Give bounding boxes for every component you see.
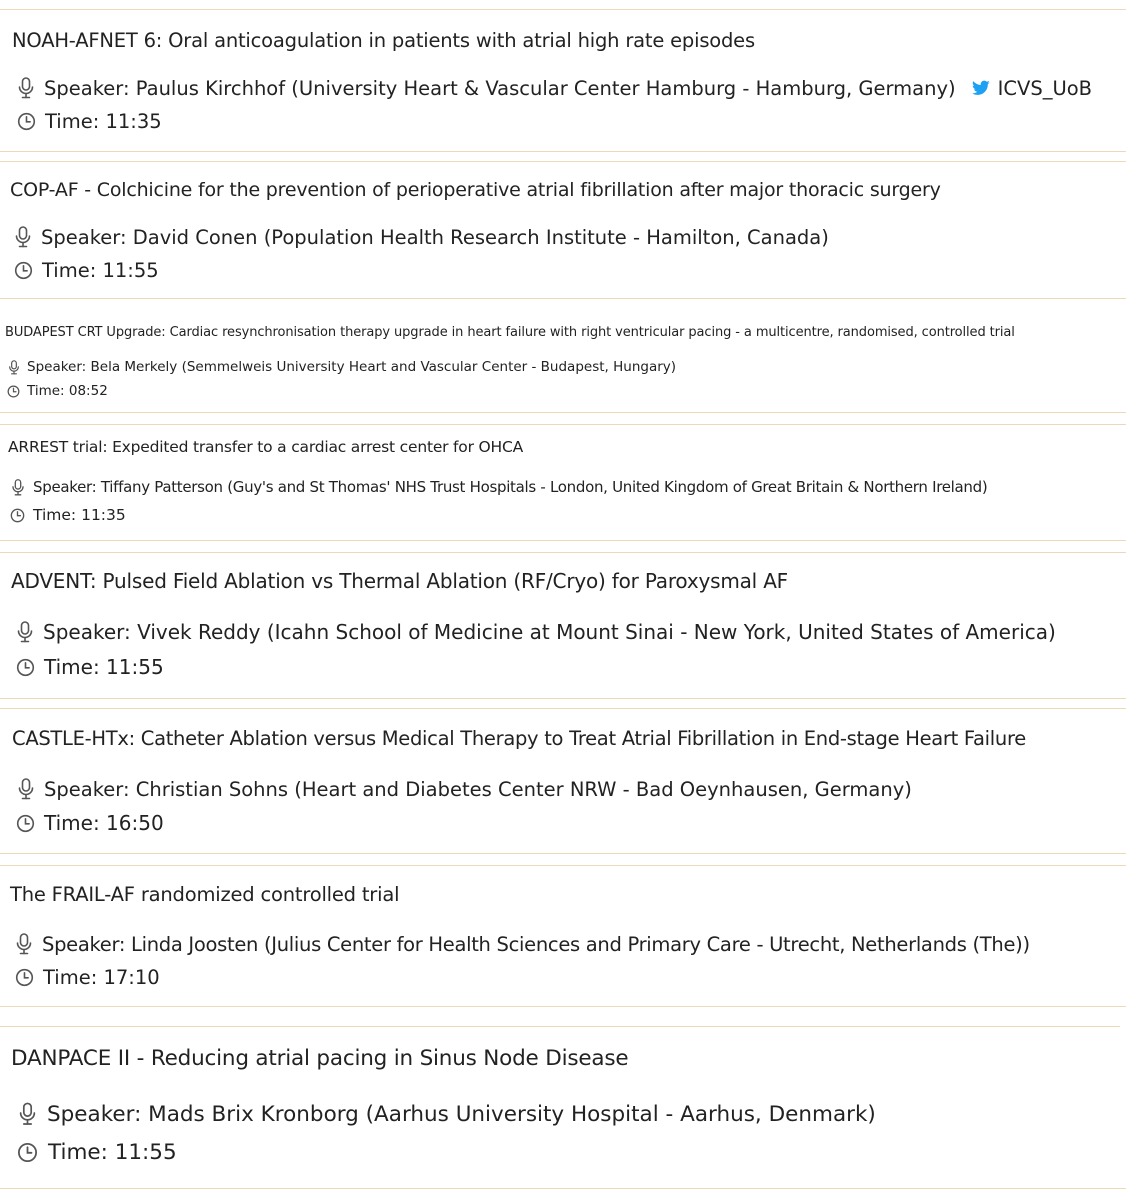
time-text: Time: 11:35 — [45, 109, 162, 133]
time-text: Time: 08:52 — [27, 383, 108, 399]
clock-icon — [16, 814, 35, 833]
time-text: Time: 11:55 — [42, 258, 159, 282]
twitter-bird-icon — [972, 80, 990, 96]
time-row — [15, 962, 160, 992]
twitter-handle[interactable]: ICVS_UoB — [997, 76, 1093, 100]
clock-icon — [16, 658, 35, 677]
speaker-text: Speaker: Christian Sohns (Heart and Diabetes Center NRW - Bad Oeynhausen, Germany) — [44, 777, 912, 801]
time-text: Time: 11:35 — [33, 506, 126, 524]
session-title[interactable]: The FRAIL-AF randomized controlled trial — [10, 883, 400, 906]
time-row — [16, 808, 164, 838]
microphone-icon — [17, 778, 35, 800]
time-row — [17, 1136, 177, 1168]
speaker-row — [8, 357, 676, 377]
time-row — [7, 381, 108, 401]
clock-icon — [17, 112, 36, 131]
session-card[interactable] — [0, 1027, 1126, 1188]
time-row — [10, 504, 126, 526]
clock-icon — [17, 1142, 38, 1163]
session-card[interactable] — [0, 553, 1126, 698]
session-card[interactable] — [0, 10, 1126, 151]
clock-icon — [7, 385, 20, 398]
session-title[interactable]: NOAH-AFNET 6: Oral anticoagulation in patients with atrial high rate episodes — [12, 29, 755, 52]
session-card[interactable] — [0, 709, 1126, 853]
clock-icon — [10, 508, 25, 523]
speaker-text: Speaker: Linda Joosten (Julius Center for Health Sciences and Primary Care - Utrecht, Netherlands (The)) — [42, 932, 1030, 956]
microphone-icon — [16, 621, 34, 643]
session-title[interactable]: COP-AF - Colchicine for the prevention of perioperative atrial fibrillation after major thoracic surgery — [10, 179, 941, 201]
microphone-icon — [8, 360, 20, 375]
speaker-row — [11, 476, 987, 498]
session-card[interactable] — [0, 425, 1126, 540]
clock-icon — [14, 261, 33, 280]
time-text: Time: 16:50 — [44, 811, 164, 835]
speaker-text: Speaker: David Conen (Population Health Research Institute - Hamilton, Canada) — [41, 225, 829, 249]
speaker-row — [16, 617, 1056, 647]
speaker-row — [14, 223, 829, 251]
time-text: Time: 11:55 — [48, 1139, 177, 1165]
clock-icon — [15, 968, 34, 987]
speaker-text: Speaker: Paulus Kirchhof (University Heart & Vascular Center Hamburg - Hamburg, Germany) — [44, 76, 956, 100]
time-row — [14, 256, 159, 284]
speaker-row — [18, 1098, 876, 1130]
session-title[interactable]: BUDAPEST CRT Upgrade: Cardiac resynchronisation therapy upgrade in heart failure with right ventricular pacing - a multicentre, randomised, controlled trial — [5, 325, 1015, 340]
speaker-text: Speaker: Vivek Reddy (Icahn School of Medicine at Mount Sinai - New York, United States of America) — [43, 620, 1056, 644]
session-title[interactable]: ARREST trial: Expedited transfer to a cardiac arrest center for OHCA — [8, 438, 523, 456]
microphone-icon — [18, 1102, 37, 1126]
microphone-icon — [11, 479, 25, 496]
speaker-row — [17, 74, 1092, 102]
session-card[interactable] — [0, 299, 1126, 412]
speaker-text: Speaker: Mads Brix Kronborg (Aarhus University Hospital - Aarhus, Denmark) — [47, 1101, 876, 1127]
time-text: Time: 17:10 — [43, 965, 160, 989]
microphone-icon — [15, 933, 33, 955]
speaker-text: Speaker: Bela Merkely (Semmelweis University Heart and Vascular Center - Budapest, Hungary) — [27, 359, 677, 375]
microphone-icon — [14, 226, 32, 248]
time-text: Time: 11:55 — [44, 655, 164, 679]
session-card[interactable] — [0, 162, 1126, 298]
time-row — [16, 652, 164, 682]
microphone-icon — [17, 77, 35, 99]
speaker-text: Speaker: Tiffany Patterson (Guy's and St Thomas' NHS Trust Hospitals - London, United Kingdom of Great Britain & Northern Ireland) — [33, 478, 988, 496]
session-title[interactable]: CASTLE-HTx: Catheter Ablation versus Medical Therapy to Treat Atrial Fibrillation in End-stage Heart Failure — [12, 727, 1026, 750]
twitter-handle-link[interactable] — [972, 77, 1092, 100]
session-title[interactable]: ADVENT: Pulsed Field Ablation vs Thermal Ablation (RF/Cryo) for Paroxysmal AF — [11, 569, 788, 593]
session-card[interactable] — [0, 866, 1126, 1006]
session-title[interactable]: DANPACE II - Reducing atrial pacing in Sinus Node Disease — [11, 1046, 629, 1071]
time-row — [17, 107, 162, 135]
speaker-row — [15, 929, 1030, 959]
speaker-row — [17, 774, 912, 804]
